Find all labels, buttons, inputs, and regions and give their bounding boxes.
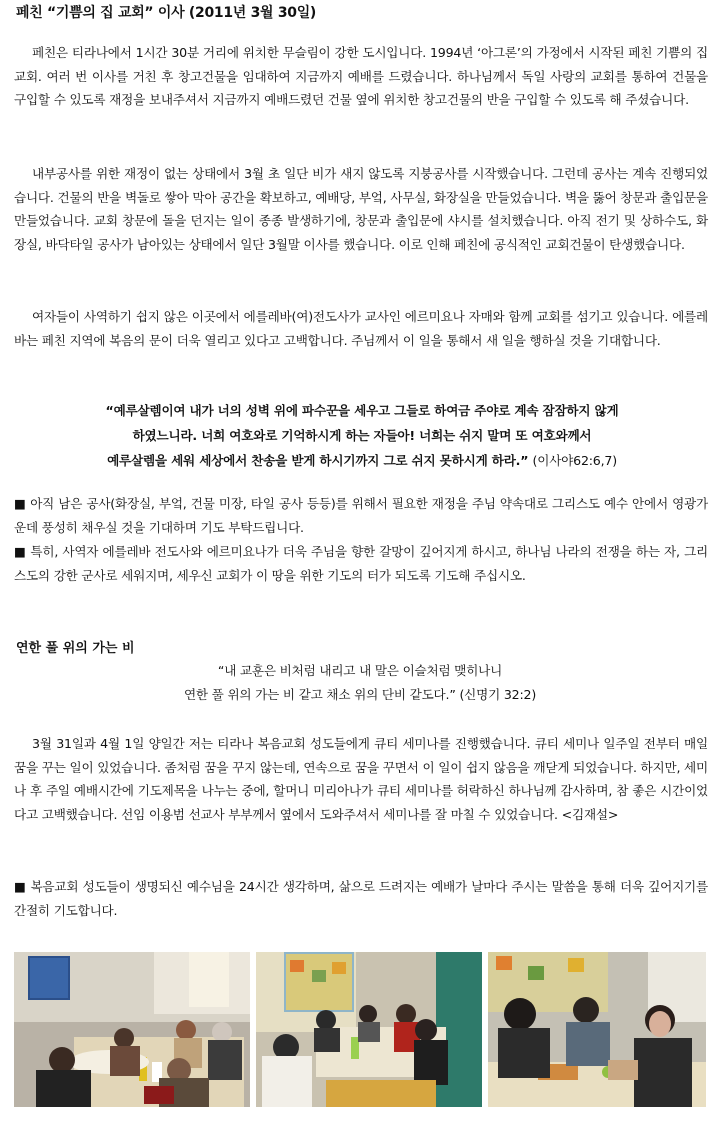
- seminar-photo-1: [14, 952, 250, 1107]
- paragraph-2: 내부공사를 위한 재정이 없는 상태에서 3월 초 일단 비가 새지 않도록 지붕공사를 시작했습니다. 그런데 공사는 계속 진행되었습니다. 건물의 반을 벽돌로 쌓아 막아 공간을 확보하고, 예배당, 부엌, 사무실, 화장실을 만들었습니다. 벽을 뚫어 창문과 출입문을 만들었습니다. 교회 창문에 돌을 던지는 일이 종종 발생하기에, 창문과 출입문에 샤시를 설치했습니다. 아직 전기 및 상하수도, 화장실, 바닥타일 공사가 남아있는 상태에서 일단 3월말 이사를 했습니다. 이로 인해 페친에 공식적인 교회건물이 탄생했습니다.: [14, 166, 708, 252]
- quote-line-3-wrap: [12, 448, 712, 473]
- verse-quote: [0, 659, 720, 707]
- seminar-photo-3: [488, 952, 706, 1107]
- verse-line-2-wrap: [0, 683, 720, 707]
- quote-line-2: 하였느니라. 너희 여호와로 기억하시게 하는 자들아! 너희는 쉬지 말며 또 여호와께서: [132, 428, 592, 443]
- quote-line-1: “예루살렘이여 내가 너의 성벽 위에 파수꾼을 세우고 그들로 하여금 주야로 계속 잠잠하지 않게: [105, 403, 619, 418]
- verse-reference: (신명기 32:2): [459, 687, 537, 702]
- verse-line-2: 연한 풀 위의 가는 비 같고 채소 위의 단비 같도다.”: [183, 687, 456, 702]
- prayer-item-3: ■ 복음교회 성도들이 생명되신 예수님을 24시간 생각하며, 삶으로 드려지는 예배가 날마다 주시는 말씀을 통해 더욱 깊어지기를 간절히 기도합니다.: [14, 879, 708, 918]
- seminar-photo-2: [256, 952, 482, 1107]
- verse-line-1: “내 교훈은 비처럼 내리고 내 말은 이슬처럼 맺히나니: [217, 663, 503, 678]
- quote-line-3: 예루살렘을 세워 세상에서 찬송을 받게 하시기까지 그로 쉬지 못하시게 하라.”: [107, 453, 529, 468]
- scripture-quote: [12, 398, 712, 473]
- prayer-item-1: ■ 아직 남은 공사(화장실, 부엌, 건물 미장, 타일 공사 등등)를 위해서 필요한 재정을 주님 약속대로 그리스도 예수 안에서 영광가운데 풍성히 채우실 것을 기대하며 기도 부탁드립니다.: [14, 496, 708, 535]
- prayer-item-2: ■ 특히, 사역자 에를레바 전도사와 에르미요나가 더욱 주님을 향한 갈망이 깊어지게 하시고, 하나님 나라의 전쟁을 하는 자, 그리스도의 강한 군사로 세워지며, 세우신 교회가 이 땅을 위한 기도의 터가 되도록 기도해 주십시오.: [14, 544, 708, 583]
- paragraph-1: 페친은 티라나에서 1시간 30분 거리에 위치한 무슬림이 강한 도시입니다. 1994년 ‘아그론’의 가정에서 시작된 페친 기쁨의 집 교회. 여러 번 이사를 거친 후 창고건물을 임대하여 지금까지 예배를 드렸습니다. 하나님께서 독일 사랑의 교회를 통하여 건물을 구입할 수 있도록 재정을 보내주셔서 지금까지 예배드렸던 건물 옆에 위치한 창고건물의 반을 구입할 수 있도록 해 주셨습니다.: [14, 45, 708, 108]
- page-title: 페친 “기쁨의 집 교회” 이사 (2011년 3월 30일): [16, 5, 317, 21]
- paragraph-4: 3월 31일과 4월 1일 양일간 저는 티라나 복음교회 성도들에게 큐티 세미나를 진행했습니다. 큐티 세미나 일주일 전부터 매일 꿈을 꾸는 일이 있었습니다. 좀처럼 꿈을 꾸지 않는데, 연속으로 꿈을 꾸면서 이 일이 쉽지 않음을 깨닫게 되었습니다. 하지만, 세미나 후 주일 예배시간에 기도제목을 나누는 중에, 할머니 미리아나가 큐티 세미나를 허락하신 하나님께 감사하며, 참 좋은 시간이었다고 고백했습니다. 선임 이용범 선교사 부부께서 옆에서 도와주셔서 세미나를 잘 마칠 수 있었습니다. <김재설>: [14, 736, 708, 822]
- section-heading: 연한 풀 위의 가는 비: [16, 641, 135, 656]
- photo-strip: [14, 952, 706, 1107]
- paragraph-3: 여자들이 사역하기 쉽지 않은 이곳에서 에를레바(여)전도사가 교사인 에르미요나 자매와 함께 교회를 섬기고 있습니다. 에를레바는 페친 지역에 복음의 문이 더욱 열리고 있다고 고백합니다. 주님께서 이 일을 통해서 새 일을 행하실 것을 기대합니다.: [14, 309, 708, 348]
- quote-reference: (이사야62:6,7): [532, 453, 617, 468]
